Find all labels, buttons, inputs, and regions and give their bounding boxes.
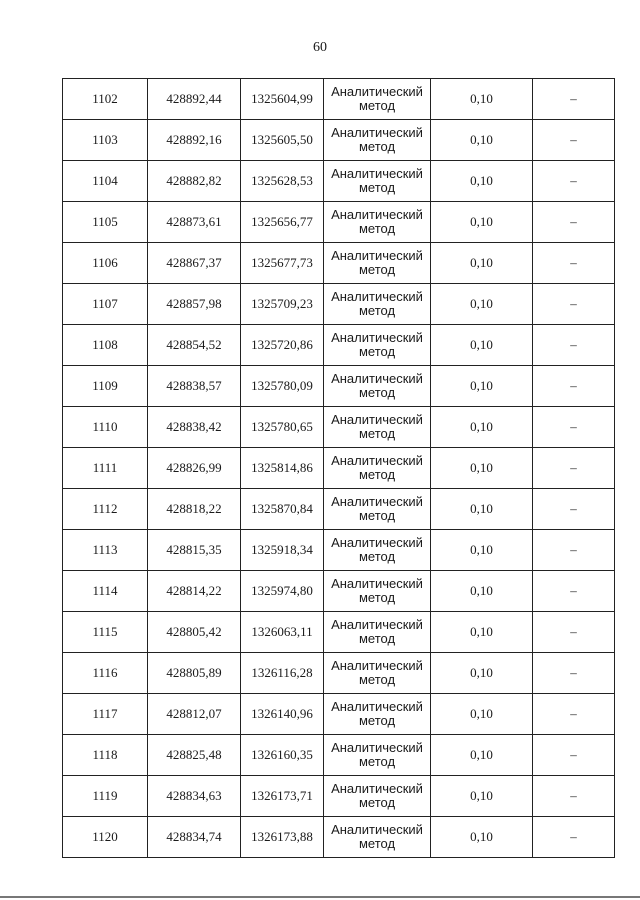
method-cell — [324, 284, 431, 325]
note-cell: – — [533, 489, 615, 530]
method-line: Аналитический — [331, 371, 423, 386]
method-line: Аналитический — [331, 617, 423, 632]
point-number-cell: 1120 — [63, 817, 148, 858]
accuracy-cell: 0,10 — [431, 448, 533, 489]
table-row — [63, 120, 615, 161]
table-row — [63, 571, 615, 612]
x-coordinate-cell: 428834,63 — [148, 776, 241, 817]
x-coordinate-cell: 428805,89 — [148, 653, 241, 694]
method-line: метод — [358, 590, 396, 605]
x-coordinate-cell: 428826,99 — [148, 448, 241, 489]
method-line: Аналитический — [331, 248, 423, 263]
accuracy-cell: 0,10 — [431, 407, 533, 448]
x-coordinate-cell: 428825,48 — [148, 735, 241, 776]
method-line: метод — [358, 713, 396, 728]
y-coordinate-cell: 1325780,09 — [241, 366, 324, 407]
method-line: Аналитический — [331, 658, 423, 673]
method-line: Аналитический — [331, 781, 423, 796]
point-number-cell: 1119 — [63, 776, 148, 817]
note-cell: – — [533, 325, 615, 366]
point-number-cell: 1111 — [63, 448, 148, 489]
x-coordinate-cell: 428838,42 — [148, 407, 241, 448]
method-cell — [324, 79, 431, 120]
point-number-cell: 1118 — [63, 735, 148, 776]
point-number-cell: 1102 — [63, 79, 148, 120]
point-number-cell: 1113 — [63, 530, 148, 571]
accuracy-cell: 0,10 — [431, 776, 533, 817]
x-coordinate-cell: 428812,07 — [148, 694, 241, 735]
x-coordinate-cell: 428815,35 — [148, 530, 241, 571]
y-coordinate-cell: 1326160,35 — [241, 735, 324, 776]
page-number: 60 — [313, 40, 327, 55]
y-coordinate-cell: 1326140,96 — [241, 694, 324, 735]
method-line: Аналитический — [331, 822, 423, 837]
accuracy-cell: 0,10 — [431, 612, 533, 653]
note-cell: – — [533, 284, 615, 325]
note-cell: – — [533, 694, 615, 735]
note-cell: – — [533, 202, 615, 243]
method-line: метод — [358, 344, 396, 359]
method-line: Аналитический — [331, 740, 423, 755]
note-cell: – — [533, 735, 615, 776]
x-coordinate-cell: 428814,22 — [148, 571, 241, 612]
accuracy-cell: 0,10 — [431, 202, 533, 243]
note-cell: – — [533, 776, 615, 817]
note-cell: – — [533, 161, 615, 202]
method-line: Аналитический — [331, 84, 423, 99]
accuracy-cell: 0,10 — [431, 489, 533, 530]
method-line: Аналитический — [331, 412, 423, 427]
y-coordinate-cell: 1325974,80 — [241, 571, 324, 612]
note-cell: – — [533, 243, 615, 284]
method-line: метод — [358, 836, 396, 851]
point-number-cell: 1112 — [63, 489, 148, 530]
note-cell: – — [533, 120, 615, 161]
table-row — [63, 489, 615, 530]
point-number-cell: 1109 — [63, 366, 148, 407]
table-row — [63, 612, 615, 653]
accuracy-cell: 0,10 — [431, 243, 533, 284]
method-cell — [324, 489, 431, 530]
method-line: метод — [358, 98, 396, 113]
accuracy-cell: 0,10 — [431, 161, 533, 202]
method-line: метод — [358, 795, 396, 810]
method-line: метод — [358, 467, 396, 482]
method-line: Аналитический — [331, 166, 423, 181]
point-number-cell: 1107 — [63, 284, 148, 325]
accuracy-cell: 0,10 — [431, 817, 533, 858]
note-cell: – — [533, 653, 615, 694]
y-coordinate-cell: 1325814,86 — [241, 448, 324, 489]
y-coordinate-cell: 1325918,34 — [241, 530, 324, 571]
note-cell: – — [533, 612, 615, 653]
y-coordinate-cell: 1326116,28 — [241, 653, 324, 694]
point-number-cell: 1106 — [63, 243, 148, 284]
method-line: Аналитический — [331, 494, 423, 509]
method-line: метод — [358, 754, 396, 769]
method-cell — [324, 735, 431, 776]
method-line: Аналитический — [331, 535, 423, 550]
y-coordinate-cell: 1325604,99 — [241, 79, 324, 120]
note-cell: – — [533, 79, 615, 120]
accuracy-cell: 0,10 — [431, 284, 533, 325]
x-coordinate-cell: 428882,82 — [148, 161, 241, 202]
accuracy-cell: 0,10 — [431, 79, 533, 120]
x-coordinate-cell: 428873,61 — [148, 202, 241, 243]
table-row — [63, 817, 615, 858]
method-cell — [324, 366, 431, 407]
point-number-cell: 1108 — [63, 325, 148, 366]
point-number-cell: 1104 — [63, 161, 148, 202]
method-line: Аналитический — [331, 330, 423, 345]
y-coordinate-cell: 1325656,77 — [241, 202, 324, 243]
method-cell — [324, 407, 431, 448]
method-line: метод — [358, 303, 396, 318]
x-coordinate-cell: 428805,42 — [148, 612, 241, 653]
method-cell — [324, 448, 431, 489]
accuracy-cell: 0,10 — [431, 366, 533, 407]
y-coordinate-cell: 1325628,53 — [241, 161, 324, 202]
accuracy-cell: 0,10 — [431, 694, 533, 735]
coordinates-table-body — [63, 79, 615, 858]
accuracy-cell: 0,10 — [431, 120, 533, 161]
method-line: метод — [358, 180, 396, 195]
method-cell — [324, 612, 431, 653]
accuracy-cell: 0,10 — [431, 325, 533, 366]
y-coordinate-cell: 1325720,86 — [241, 325, 324, 366]
coordinates-table — [62, 78, 615, 858]
method-cell — [324, 571, 431, 612]
y-coordinate-cell: 1325870,84 — [241, 489, 324, 530]
accuracy-cell: 0,10 — [431, 530, 533, 571]
note-cell: – — [533, 571, 615, 612]
method-cell — [324, 243, 431, 284]
method-cell — [324, 202, 431, 243]
y-coordinate-cell: 1326063,11 — [241, 612, 324, 653]
point-number-cell: 1105 — [63, 202, 148, 243]
point-number-cell: 1103 — [63, 120, 148, 161]
method-line: метод — [358, 549, 396, 564]
table-row — [63, 530, 615, 571]
accuracy-cell: 0,10 — [431, 571, 533, 612]
method-line: метод — [358, 631, 396, 646]
method-line: метод — [358, 385, 396, 400]
table-row — [63, 202, 615, 243]
point-number-cell: 1115 — [63, 612, 148, 653]
y-coordinate-cell: 1325677,73 — [241, 243, 324, 284]
method-line: Аналитический — [331, 207, 423, 222]
method-cell — [324, 120, 431, 161]
method-line: Аналитический — [331, 699, 423, 714]
method-cell — [324, 325, 431, 366]
y-coordinate-cell: 1326173,71 — [241, 776, 324, 817]
method-line: метод — [358, 508, 396, 523]
point-number-cell: 1116 — [63, 653, 148, 694]
accuracy-cell: 0,10 — [431, 653, 533, 694]
table-row — [63, 448, 615, 489]
table-row — [63, 161, 615, 202]
y-coordinate-cell: 1325709,23 — [241, 284, 324, 325]
method-cell — [324, 653, 431, 694]
method-cell — [324, 694, 431, 735]
point-number-cell: 1110 — [63, 407, 148, 448]
table-row — [63, 653, 615, 694]
table-row — [63, 325, 615, 366]
method-line: Аналитический — [331, 125, 423, 140]
x-coordinate-cell: 428818,22 — [148, 489, 241, 530]
y-coordinate-cell: 1325780,65 — [241, 407, 324, 448]
method-line: метод — [358, 139, 396, 154]
table-row — [63, 776, 615, 817]
table-row — [63, 735, 615, 776]
note-cell: – — [533, 407, 615, 448]
note-cell: – — [533, 530, 615, 571]
table-row — [63, 366, 615, 407]
accuracy-cell: 0,10 — [431, 735, 533, 776]
method-cell — [324, 530, 431, 571]
note-cell: – — [533, 817, 615, 858]
y-coordinate-cell: 1326173,88 — [241, 817, 324, 858]
method-line: Аналитический — [331, 289, 423, 304]
table-row — [63, 407, 615, 448]
x-coordinate-cell: 428854,52 — [148, 325, 241, 366]
method-line: метод — [358, 672, 396, 687]
method-line: метод — [358, 426, 396, 441]
method-line: метод — [358, 221, 396, 236]
table-row — [63, 243, 615, 284]
method-line: Аналитический — [331, 576, 423, 591]
method-line: Аналитический — [331, 453, 423, 468]
table-row — [63, 284, 615, 325]
x-coordinate-cell: 428892,16 — [148, 120, 241, 161]
x-coordinate-cell: 428838,57 — [148, 366, 241, 407]
point-number-cell: 1114 — [63, 571, 148, 612]
point-number-cell: 1117 — [63, 694, 148, 735]
note-cell: – — [533, 448, 615, 489]
table-row — [63, 79, 615, 120]
x-coordinate-cell: 428834,74 — [148, 817, 241, 858]
bottom-scan-edge — [0, 896, 640, 898]
method-cell — [324, 817, 431, 858]
note-cell: – — [533, 366, 615, 407]
x-coordinate-cell: 428892,44 — [148, 79, 241, 120]
x-coordinate-cell: 428867,37 — [148, 243, 241, 284]
method-line: метод — [358, 262, 396, 277]
table-row — [63, 694, 615, 735]
method-cell — [324, 161, 431, 202]
x-coordinate-cell: 428857,98 — [148, 284, 241, 325]
method-cell — [324, 776, 431, 817]
y-coordinate-cell: 1325605,50 — [241, 120, 324, 161]
